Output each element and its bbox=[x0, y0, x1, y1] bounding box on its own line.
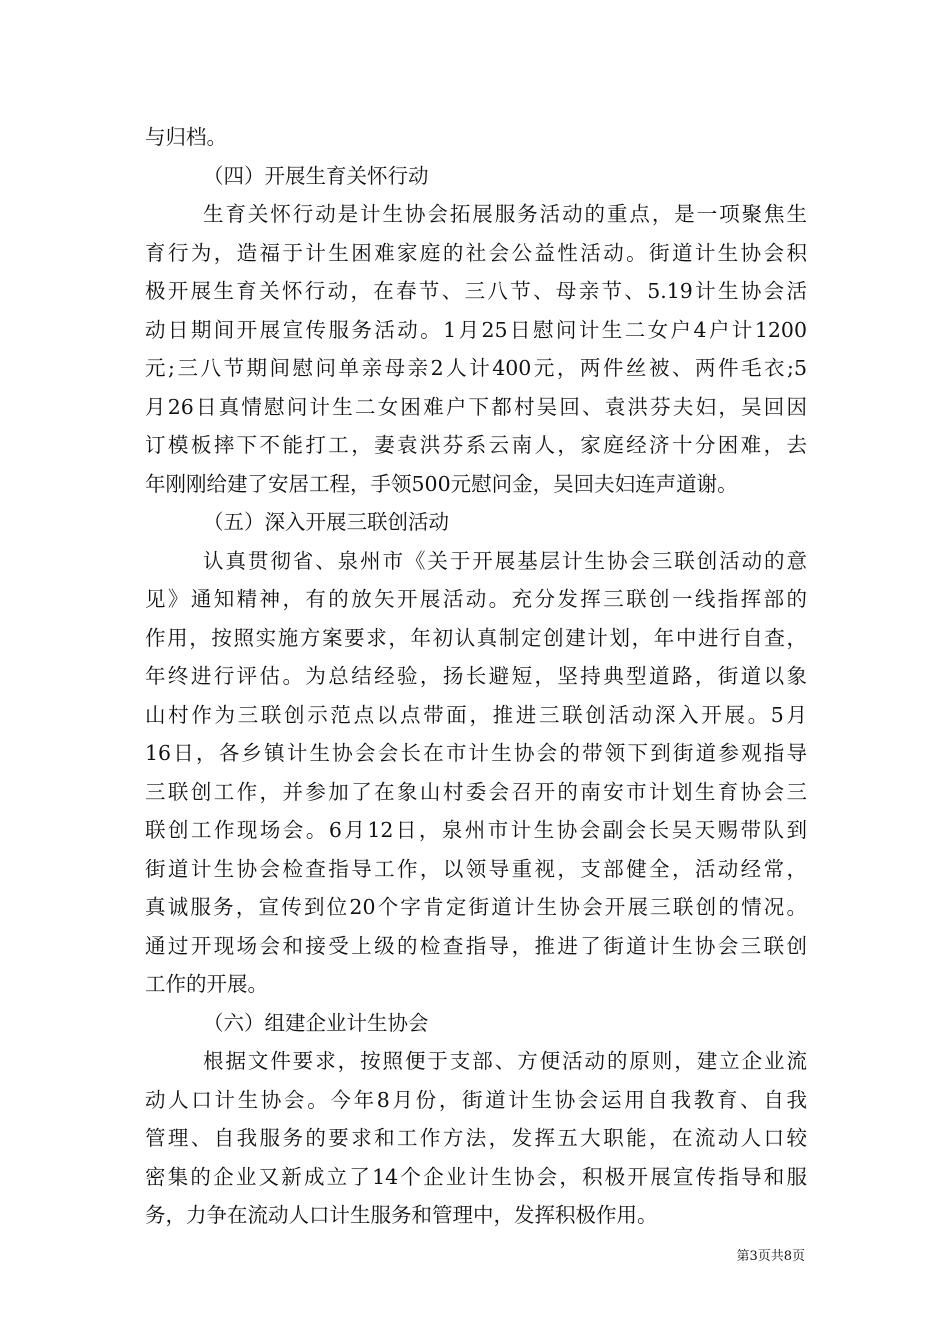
paragraph-line: 街道计生协会检查指导工作，以领导重视，支部健全，活动经常， bbox=[145, 856, 807, 881]
paragraph-line: 工作的开展。 bbox=[145, 972, 268, 996]
paragraph-line: 密集的企业又新成立了14个企业计生协会，积极开展宣传指导和服 bbox=[145, 1164, 807, 1189]
paragraph-line: 订模板摔下不能打工，妻袁洪芬系云南人，家庭经济十分困难，去 bbox=[145, 433, 807, 457]
paragraph-line: 生育关怀行动是计生协会拓展服务活动的重点，是一项聚焦生 bbox=[203, 202, 807, 226]
section-heading: （五）深入开展三联创活动 bbox=[203, 510, 449, 534]
paragraph-line: 通过开现场会和接受上级的检查指导，推进了街道计生协会三联创 bbox=[145, 933, 807, 958]
document-body bbox=[145, 118, 807, 1235]
paragraph-line: 见》通知精神，有的放矢开展活动。充分发挥三联创一线指挥部的 bbox=[145, 587, 807, 611]
paragraph-line: 务，力争在流动人口计生服务和管理中，发挥积极作用。 bbox=[145, 1203, 658, 1227]
paragraph-line: 与归档。 bbox=[145, 125, 227, 149]
page-number-footer: 第3页共8页 bbox=[736, 1249, 805, 1264]
paragraph-line: 年终进行评估。为总结经验，扬长避短，坚持典型道路，街道以象 bbox=[145, 664, 807, 688]
paragraph-line: 认真贯彻省、泉州市《关于开展基层计生协会三联创活动的意 bbox=[203, 548, 807, 573]
paragraph-line: 作用，按照实施方案要求，年初认真制定创建计划，年中进行自查， bbox=[145, 625, 807, 650]
paragraph-line: 真诚服务，宣传到位20个字肯定街道计生协会开展三联创的情况。 bbox=[145, 895, 807, 919]
paragraph-line: 管理、自我服务的要求和工作方法，发挥五大职能，在流动人口较 bbox=[145, 1126, 807, 1150]
section-heading: （六）组建企业计生协会 bbox=[203, 1010, 429, 1035]
paragraph-line: 三联创工作，并参加了在象山村委会召开的南安市计划生育协会三 bbox=[145, 779, 807, 804]
paragraph-line: 16日，各乡镇计生协会会长在市计生协会的带领下到街道参观指导 bbox=[145, 741, 807, 765]
paragraph-line: 育行为，造福于计生困难家庭的社会公益性活动。街道计生协会积 bbox=[145, 240, 807, 265]
paragraph-line: 根据文件要求，按照便于支部、方便活动的原则，建立企业流 bbox=[203, 1049, 807, 1073]
paragraph-line: 山村作为三联创示范点以点带面，推进三联创活动深入开展。5月 bbox=[145, 702, 807, 727]
paragraph-line: 动日期间开展宣传服务活动。1月25日慰问计生二女户4户计1200 bbox=[145, 317, 807, 342]
paragraph-line: 月26日真情慰问计生二女困难户下都村吴回、袁洪芬夫妇，吴回因 bbox=[145, 394, 807, 419]
paragraph-line: 联创工作现场会。6月12日，泉州市计生协会副会长吴天赐带队到 bbox=[145, 818, 807, 842]
paragraph-line: 元;三八节期间慰问单亲母亲2人计400元，两件丝被、两件毛衣;5 bbox=[145, 356, 807, 380]
section-heading: （四）开展生育关怀行动 bbox=[203, 163, 429, 188]
paragraph-line: 动人口计生协会。今年8月份，街道计生协会运用自我教育、自我 bbox=[145, 1087, 807, 1112]
paragraph-line: 年刚刚给建了安居工程，手领500元慰问金，吴回夫妇连声道谢。 bbox=[145, 471, 738, 496]
paragraph-line: 极开展生育关怀行动，在春节、三八节、母亲节、5.19计生协会活 bbox=[145, 279, 807, 303]
